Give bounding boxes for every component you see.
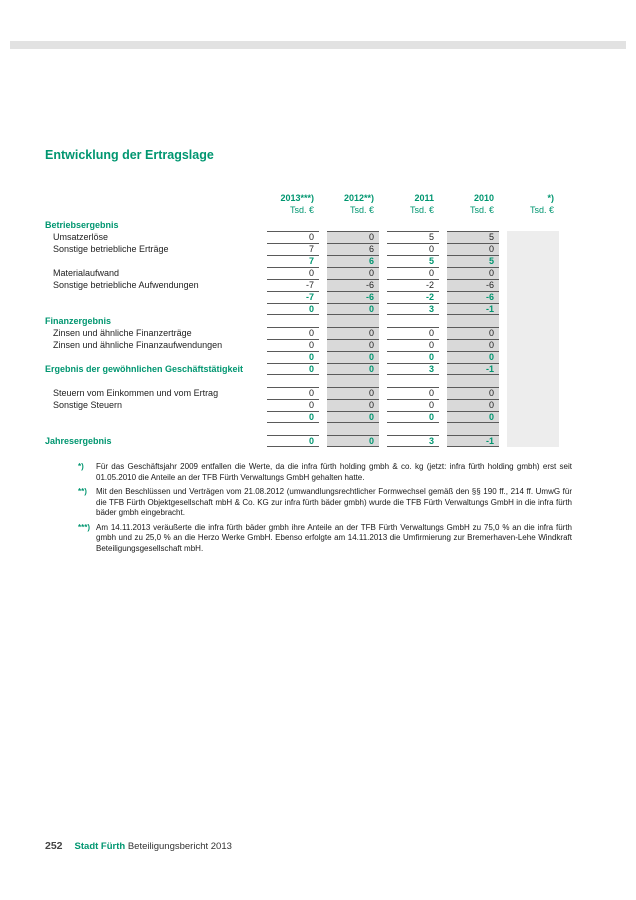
footer-report-title: Beteiligungsbericht 2013 — [127, 841, 232, 852]
column-year-header: 2010 — [473, 193, 494, 203]
value-cell: 0 — [267, 411, 319, 423]
footnote-text: Mit den Beschlüssen und Verträgen vom 21.08.2012 (umwandlungsrechtlicher Formwechsel gemäß den §§ 190 ff., 214 ff. UmwG für die TFB Fürth Objektgesellschaft mbH & Co. KG zur infra fürth bäder gmbh) wurde die TFB Fürth Verwaltungs GmbH in die infra fürth bäder gmbh eingebracht. — [96, 487, 572, 517]
value-cell: -1 — [447, 435, 499, 447]
row-label: Sonstige betriebliche Erträge — [53, 244, 169, 254]
value-cell — [507, 363, 559, 375]
footnote-marker: **) — [78, 487, 87, 496]
value-cell — [507, 267, 559, 279]
value-cell — [507, 327, 559, 339]
value-cell — [327, 219, 379, 231]
page-title: Entwicklung der Ertragslage — [45, 148, 214, 162]
value-cell — [507, 231, 559, 243]
value-cell — [327, 423, 379, 435]
table-row — [45, 255, 575, 267]
value-cell: 0 — [267, 435, 319, 447]
value-cell: 0 — [267, 339, 319, 351]
value-cell — [507, 351, 559, 363]
value-cell — [507, 291, 559, 303]
value-cell — [327, 375, 379, 387]
value-cell: -7 — [267, 279, 319, 291]
value-cell: 0 — [447, 243, 499, 255]
column-unit-header: Tsd. € — [409, 205, 434, 215]
earnings-table — [45, 192, 575, 447]
column-unit-header: Tsd. € — [529, 205, 554, 215]
value-cell — [507, 411, 559, 423]
value-cell: 0 — [267, 351, 319, 363]
value-cell: 0 — [327, 339, 379, 351]
value-cell — [387, 375, 439, 387]
footnote-text: Am 14.11.2013 veräußerte die infra fürth bäder gmbh ihre Anteile an der TFB Fürth Verwaltungs GmbH zu 75,0 % an die infra fürth gmbh und zu 25,0 % an die Herzo Werke GmbH. Ebenso erfolgte am 14.11.2013 die Umfirmierung zur Bremerhaven-Lehe Windkraft Beteiligungsgesellschaft mbH. — [96, 522, 572, 553]
value-cell: 0 — [447, 327, 499, 339]
value-cell: -6 — [327, 291, 379, 303]
table-row — [45, 219, 575, 231]
value-cell — [267, 375, 319, 387]
header-rule-bar — [10, 41, 626, 49]
column-year-header: 2013***) — [280, 193, 314, 203]
value-cell — [447, 219, 499, 231]
value-cell: -6 — [447, 291, 499, 303]
row-label: Zinsen und ähnliche Finanzaufwendungen — [53, 340, 223, 350]
value-cell: 0 — [387, 339, 439, 351]
value-cell: 3 — [387, 363, 439, 375]
value-cell: 0 — [447, 387, 499, 399]
value-cell: 0 — [267, 399, 319, 411]
row-label: Materialaufwand — [53, 268, 120, 278]
value-cell: 0 — [387, 243, 439, 255]
value-cell: 5 — [387, 255, 439, 267]
footnote-marker: ***) — [78, 522, 91, 532]
row-label — [45, 423, 259, 435]
value-cell — [387, 423, 439, 435]
value-cell — [267, 219, 319, 231]
row-label — [45, 375, 259, 387]
table-row — [45, 303, 575, 315]
value-cell: 0 — [447, 339, 499, 351]
value-cell: 7 — [267, 243, 319, 255]
footer-brand: Stadt Fürth — [74, 841, 126, 852]
value-cell: 0 — [267, 231, 319, 243]
value-cell: 0 — [327, 351, 379, 363]
value-cell: 0 — [387, 387, 439, 399]
row-label — [45, 411, 259, 423]
column-year-header: 2012**) — [343, 193, 374, 203]
value-cell: 0 — [447, 399, 499, 411]
value-cell: 0 — [327, 303, 379, 315]
footnote — [78, 462, 572, 483]
table-row — [45, 399, 575, 411]
value-cell — [387, 219, 439, 231]
value-cell — [507, 375, 559, 387]
value-cell: 5 — [387, 231, 439, 243]
value-cell: -6 — [327, 279, 379, 291]
row-label: Jahresergebnis — [45, 436, 112, 446]
footnote — [78, 487, 572, 519]
value-cell: 0 — [267, 327, 319, 339]
value-cell: 0 — [327, 267, 379, 279]
value-cell: 0 — [387, 411, 439, 423]
header-spacer — [45, 204, 259, 216]
value-cell: 3 — [387, 303, 439, 315]
value-cell — [507, 423, 559, 435]
row-label: Sonstige Steuern — [53, 400, 123, 410]
footnote — [78, 523, 572, 555]
value-cell — [507, 339, 559, 351]
table-body — [45, 219, 575, 447]
table-row — [45, 291, 575, 303]
value-cell: 0 — [267, 267, 319, 279]
table-row — [45, 375, 575, 387]
value-cell: 0 — [327, 399, 379, 411]
value-cell — [447, 423, 499, 435]
value-cell — [507, 303, 559, 315]
value-cell: 0 — [447, 351, 499, 363]
value-cell: -1 — [447, 363, 499, 375]
row-label — [45, 291, 259, 303]
value-cell: 0 — [387, 267, 439, 279]
value-cell: 0 — [327, 327, 379, 339]
value-cell — [507, 243, 559, 255]
table-row — [45, 339, 575, 351]
table-header-units — [45, 204, 575, 216]
table-row — [45, 267, 575, 279]
value-cell: 0 — [327, 411, 379, 423]
value-cell: 0 — [387, 327, 439, 339]
table-row — [45, 351, 575, 363]
value-cell — [447, 315, 499, 327]
row-label: Zinsen und ähnliche Finanzerträge — [53, 328, 192, 338]
footnote-marker: *) — [78, 462, 84, 471]
page-number: 252 — [45, 840, 63, 852]
row-label: Steuern vom Einkommen und vom Ertrag — [53, 388, 219, 398]
value-cell: 7 — [267, 255, 319, 267]
table-row — [45, 387, 575, 399]
value-cell — [507, 387, 559, 399]
row-label — [45, 255, 259, 267]
value-cell: -1 — [447, 303, 499, 315]
table-row — [45, 435, 575, 447]
value-cell: 0 — [387, 351, 439, 363]
table-row — [45, 315, 575, 327]
value-cell — [507, 219, 559, 231]
value-cell: 5 — [447, 255, 499, 267]
value-cell — [327, 315, 379, 327]
value-cell — [507, 399, 559, 411]
value-cell: -6 — [447, 279, 499, 291]
row-label — [45, 303, 259, 315]
value-cell: 0 — [267, 363, 319, 375]
column-unit-header: Tsd. € — [469, 205, 494, 215]
value-cell: -2 — [387, 279, 439, 291]
row-label — [45, 351, 259, 363]
value-cell — [507, 435, 559, 447]
value-cell — [507, 255, 559, 267]
table-row — [45, 423, 575, 435]
table-row — [45, 279, 575, 291]
header-spacer — [45, 192, 259, 204]
column-unit-header: Tsd. € — [349, 205, 374, 215]
value-cell — [507, 315, 559, 327]
column-year-header: *) — [547, 193, 554, 203]
table-header-years — [45, 192, 575, 204]
table-row — [45, 243, 575, 255]
row-label: Betriebsergebnis — [45, 220, 119, 230]
value-cell: 6 — [327, 243, 379, 255]
table-header — [45, 192, 575, 216]
row-label: Sonstige betriebliche Aufwendungen — [53, 280, 199, 290]
row-label: Ergebnis der gewöhnlichen Geschäftstätigkeit — [45, 364, 244, 374]
value-cell: 0 — [267, 303, 319, 315]
value-cell: -2 — [387, 291, 439, 303]
value-cell: 6 — [327, 255, 379, 267]
value-cell — [507, 279, 559, 291]
value-cell: 0 — [327, 231, 379, 243]
value-cell: -7 — [267, 291, 319, 303]
table-row — [45, 231, 575, 243]
column-unit-header: Tsd. € — [289, 205, 314, 215]
value-cell — [267, 423, 319, 435]
footnotes — [78, 462, 572, 558]
value-cell: 0 — [447, 411, 499, 423]
value-cell: 0 — [327, 387, 379, 399]
table-row — [45, 363, 575, 375]
value-cell: 5 — [447, 231, 499, 243]
value-cell: 0 — [267, 387, 319, 399]
column-year-header: 2011 — [414, 193, 434, 203]
page-footer — [45, 840, 232, 852]
value-cell: 3 — [387, 435, 439, 447]
value-cell: 0 — [327, 363, 379, 375]
value-cell — [387, 315, 439, 327]
value-cell — [447, 375, 499, 387]
table-row — [45, 327, 575, 339]
footnote-text: Für das Geschäftsjahr 2009 entfallen die Werte, da die infra fürth holding gmbh & co. kg (jetzt: infra fürth holding gmbh) erst seit 01.05.2010 die Anteile an der TFB Fürth Verwaltungs GmbH gehalten hatte. — [96, 462, 572, 482]
row-label: Finanzergebnis — [45, 316, 112, 326]
row-label: Umsatzerlöse — [53, 232, 109, 242]
table-row — [45, 411, 575, 423]
value-cell: 0 — [447, 267, 499, 279]
value-cell: 0 — [327, 435, 379, 447]
value-cell: 0 — [387, 399, 439, 411]
value-cell — [267, 315, 319, 327]
